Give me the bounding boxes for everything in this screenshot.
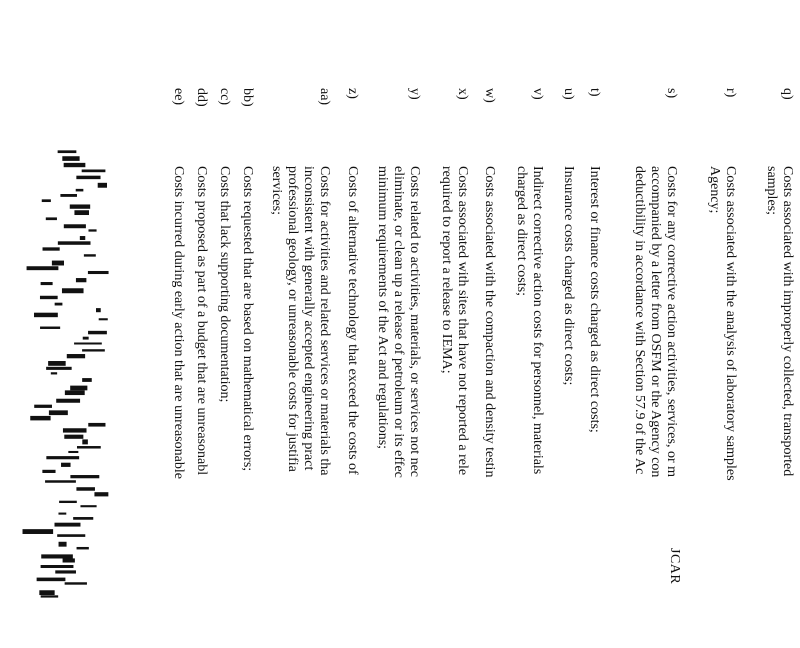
scan-artifact-mark xyxy=(57,534,85,537)
scan-artifact-mark xyxy=(52,261,64,266)
scan-artifact-mark xyxy=(76,189,84,192)
scan-artifact-mark xyxy=(42,199,51,202)
item-letter: u) xyxy=(561,88,576,100)
scan-artifact-mark xyxy=(80,236,85,240)
item-text-line: deductibility in accordance with Section 57.9 of the Ac xyxy=(632,166,647,475)
item-letter: cc) xyxy=(217,88,232,106)
scan-artifact-mark xyxy=(80,505,96,507)
scan-artifact-mark xyxy=(59,501,77,503)
item-text-line: charged as direct costs; xyxy=(514,166,529,296)
item-text-line: Costs associated with the compaction and density testin xyxy=(482,166,497,478)
scan-artifact-mark xyxy=(88,271,109,274)
scan-artifact-mark xyxy=(27,266,59,270)
scan-artifact-mark xyxy=(82,349,105,351)
scan-artifact-mark xyxy=(62,156,79,161)
scan-artifact-mark xyxy=(84,254,96,256)
scan-artifact-mark xyxy=(59,542,67,547)
scan-artifact-mark xyxy=(88,229,96,231)
scan-artifact-mark xyxy=(77,547,89,549)
item-letter: q) xyxy=(780,88,795,100)
scan-artifact-mark xyxy=(41,282,53,285)
item-text-line: Costs that lack supporting documentation; xyxy=(217,166,232,403)
item-letter: s) xyxy=(664,88,679,99)
scan-artifact-mark xyxy=(30,416,50,420)
scan-artifact-mark xyxy=(64,435,83,439)
scan-artifact-mark xyxy=(40,296,58,299)
scan-artifact-mark xyxy=(63,558,75,562)
scan-artifact-mark xyxy=(41,565,74,568)
scan-artifact-mark xyxy=(40,327,60,329)
scan-artifact-mark xyxy=(39,590,54,595)
scan-artifact-mark xyxy=(55,303,63,306)
scan-artifact-mark xyxy=(34,405,52,408)
item-text-line: Indirect corrective action costs for personnel, materials xyxy=(530,166,545,475)
scan-artifact-mark xyxy=(23,529,54,534)
item-letter: v) xyxy=(530,88,545,100)
scan-artifact-mark xyxy=(46,367,72,370)
scan-artifact-mark xyxy=(76,487,95,491)
scan-artifact-mark xyxy=(65,582,87,584)
scan-artifact-mark xyxy=(61,463,71,467)
scan-artifact-mark xyxy=(64,163,86,167)
item-text-line: Costs associated with the analysis of laboratory samples xyxy=(723,166,738,481)
item-text-line: Costs incurred during early action that are unreasonable xyxy=(171,166,186,479)
scan-artifact-mark xyxy=(83,337,89,340)
scan-artifact-mark xyxy=(70,475,99,478)
scan-artifact-mark xyxy=(70,386,87,391)
scan-artifact-mark xyxy=(68,451,78,453)
scan-artifact-mark xyxy=(41,595,58,597)
item-text-line: Costs associated with sites that have not reported a rele xyxy=(455,166,470,476)
scan-artifact-mark xyxy=(51,372,57,374)
scan-artifact-mark xyxy=(62,288,84,293)
item-text-line: samples; xyxy=(764,166,779,215)
item-text-line: minimum requirements of the Act and regulations; xyxy=(375,166,390,450)
item-letter: aa) xyxy=(317,88,332,106)
item-text-line: inconsistent with generally accepted engineering pract xyxy=(301,166,316,471)
scan-artifact-mark xyxy=(77,446,101,449)
scan-artifact-mark xyxy=(74,342,102,344)
item-text-line: Interest or finance costs charged as direct costs; xyxy=(587,166,602,433)
item-text-line: professional geology, or unreasonable costs for justifia xyxy=(285,166,300,472)
scan-artifact-mark xyxy=(65,390,85,395)
item-text-line: Agency; xyxy=(707,166,722,214)
scan-artifact-mark xyxy=(88,331,107,334)
scan-artifact-mark xyxy=(46,217,57,220)
scan-artifact-mark xyxy=(70,204,90,208)
scan-artifact-mark xyxy=(74,210,89,215)
scan-artifact-mark xyxy=(58,513,66,515)
scan-artifact-mark xyxy=(99,318,108,320)
scan-artifact-mark xyxy=(64,224,86,228)
item-text-line: Insurance costs charged as direct costs; xyxy=(561,166,576,386)
scan-artifact-mark xyxy=(63,428,87,432)
page-header: JCAR xyxy=(667,548,682,585)
scan-artifact-mark xyxy=(88,423,105,427)
item-letter: w) xyxy=(482,88,497,103)
scan-artifact-mark xyxy=(82,169,106,172)
scan-artifact-mark xyxy=(41,554,73,558)
scan-artifact-mark xyxy=(48,361,66,366)
scan-artifact-mark xyxy=(58,241,91,244)
item-text-line: accompanied by a letter from OSFM or the Agency con xyxy=(648,166,663,478)
item-text-line: required to report a release to IEMA; xyxy=(439,166,454,374)
scan-artifact-mark xyxy=(58,150,77,153)
scan-artifact-mark xyxy=(94,492,108,496)
item-letter: y) xyxy=(407,88,422,100)
scan-artifact-mark xyxy=(76,176,100,179)
scan-artifact-mark xyxy=(76,278,86,282)
item-text-line: Costs requested that are based on mathematical errors; xyxy=(240,166,255,472)
scan-artifact-mark xyxy=(56,399,80,403)
item-letter: ee) xyxy=(171,88,186,106)
scan-artifact-mark xyxy=(60,194,77,197)
item-text-line: Costs for activities and related services or materials tha xyxy=(317,166,332,476)
scan-artifact-mark xyxy=(49,410,68,415)
item-text-line: services; xyxy=(269,166,284,215)
scan-artifact-mark xyxy=(37,578,66,582)
item-text-line: Costs associated with improperly collected, transported xyxy=(780,166,795,477)
scan-artifact-mark xyxy=(73,517,93,520)
scan-artifact-mark xyxy=(34,313,58,317)
scan-artifact-mark xyxy=(82,378,92,382)
scan-artifact-mark xyxy=(55,570,76,573)
scan-artifact-mark xyxy=(45,480,76,482)
scan-artifact-mark xyxy=(43,247,60,250)
item-letter: r) xyxy=(723,88,738,98)
scan-artifact-mark xyxy=(55,523,81,527)
item-text-line: Costs proposed as part of a budget that are unreasonabl xyxy=(194,166,209,476)
item-text-line: Costs for any corrective action activities, services, or m xyxy=(664,166,679,478)
item-letter: bb) xyxy=(240,88,255,107)
item-letter: dd) xyxy=(194,88,209,107)
scan-artifact-mark xyxy=(42,470,55,473)
item-letter: x) xyxy=(455,88,470,100)
item-text-line: Costs related to activities, materials, or services not nec xyxy=(407,166,422,478)
scan-artifact-mark xyxy=(82,439,88,444)
scan-artifact-mark xyxy=(96,308,101,312)
scan-artifact-mark xyxy=(67,354,85,358)
scan-artifact-mark xyxy=(98,183,107,188)
scan-artifact-mark xyxy=(46,456,79,459)
item-text-line: eliminate, or clean up a release of petroleum or its effec xyxy=(391,166,406,478)
item-letter: z) xyxy=(345,88,360,99)
item-letter: t) xyxy=(587,88,602,97)
item-text-line: Costs of alternative technology that exceed the costs of xyxy=(345,166,360,475)
